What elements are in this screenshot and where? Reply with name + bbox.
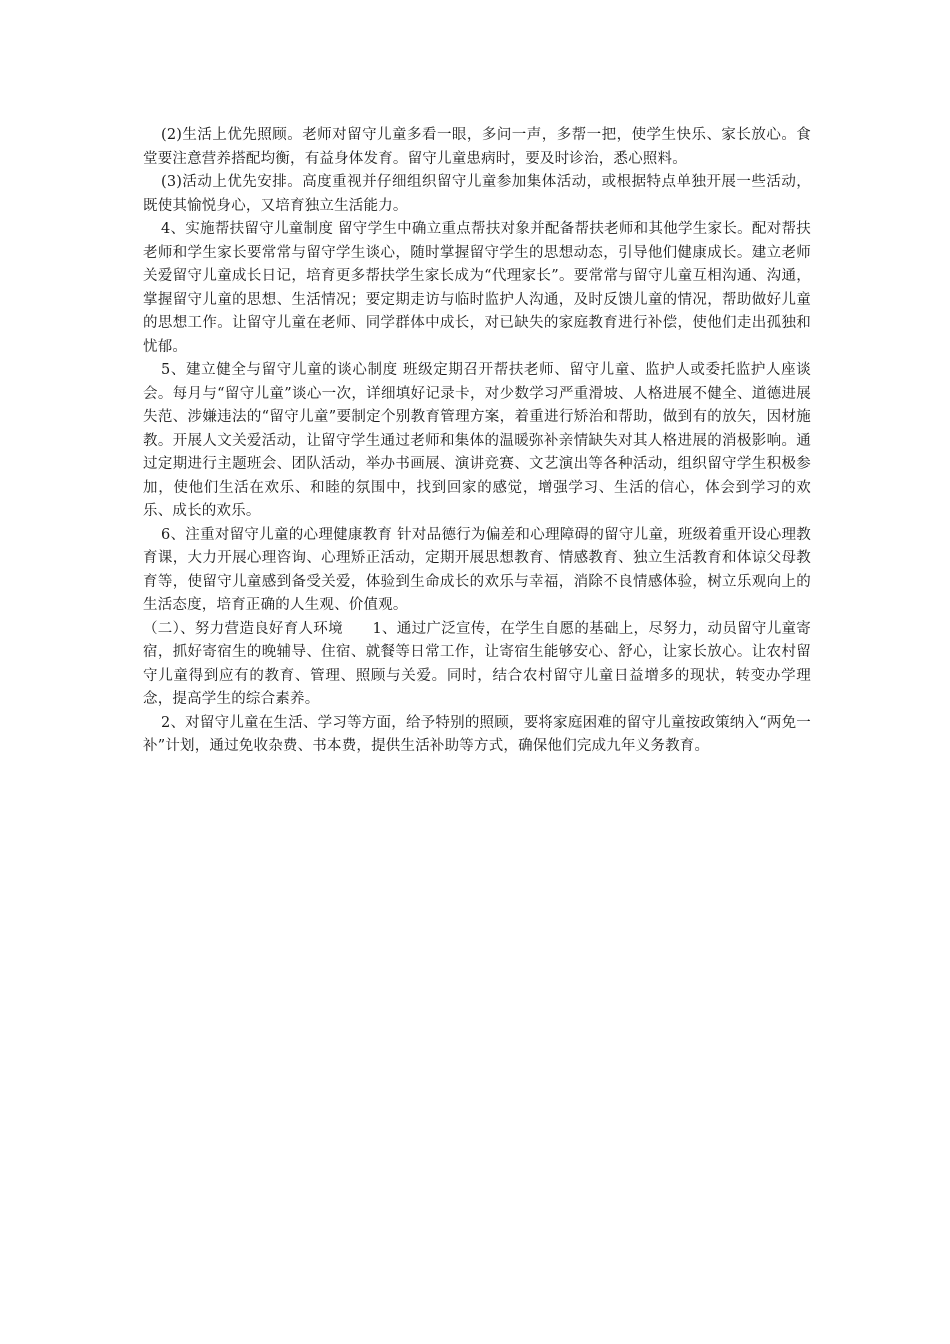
paragraph-mental-health: 6、注重对留守儿童的心理健康教育 针对品德行为偏差和心理障碍的留守儿童，班级着重开设心理教育课，大力开展心理咨询、心理矫正活动，定期开展思想教育、情感教育、独立生活教育和体谅父母教育等，使留守儿童感到备受关爱，体验到生命成长的欢乐与幸福，消除不良情感体验，树立乐观向上的生活态度，培育正确的人生观、价值观。 bbox=[143, 526, 811, 613]
paragraph-special-care: 2、对留守儿童在生活、学习等方面，给予特别的照顾，要将家庭困难的留守儿童按政策纳入“两免一补”计划，通过免收杂费、书本费，提供生活补助等方式，确保他们完成九年义务教育。 bbox=[143, 714, 811, 754]
paragraph-activity-priority: (3)活动上优先安排。高度重视并仔细组织留守儿童参加集体活动，或根据特点单独开展一些活动，既使其愉悦身心，又培育独立生活能力。 bbox=[143, 174, 811, 214]
paragraph-environment: （二）、努力营造良好育人环境 1、通过广泛宣传，在学生自愿的基础上，尽努力，动员留守儿童寄宿，抓好寄宿生的晚辅导、住宿、就餐等日常工作，让寄宿生能够安心、舒心，让家长放心。让农村留守儿童得到应有的教育、管理、照顾与关爱。同时，结合农村留守儿童日益增多的现状，转变办学理念，提高学生的综合素养。 bbox=[143, 620, 811, 707]
document-body bbox=[143, 124, 811, 759]
paragraph-support-system: 4、实施帮扶留守儿童制度 留守学生中确立重点帮扶对象并配备帮扶老师和其他学生家长。配对帮扶老师和学生家长要常常与留守学生谈心，随时掌握留守学生的思想动态，引导他们健康成长。建立老师关爱留守儿童成长日记，培育更多帮扶学生家长成为“代理家长”。要常常与留守儿童互相沟通、沟通，掌握留守儿童的思想、生活情况；要定期走访与临时监护人沟通，及时反馈儿童的情况，帮助做好儿童的思想工作。让留守儿童在老师、同学群体中成长，对已缺失的家庭教育进行补偿，使他们走出孤独和忧郁。 bbox=[143, 221, 811, 355]
paragraph-life-care: (2)生活上优先照顾。老师对留守儿童多看一眼，多问一声，多帮一把，使学生快乐、家长放心。食堂要注意营养搭配均衡，有益身体发育。留守儿童患病时，要及时诊治，悉心照料。 bbox=[143, 127, 811, 167]
paragraph-heart-to-heart: 5、建立健全与留守儿童的谈心制度 班级定期召开帮扶老师、留守儿童、监护人或委托监护人座谈会。每月与“留守儿童”谈心一次，详细填好记录卡，对少数学习严重滑坡、人格进展不健全、道德进展失范、涉嫌违法的“留守儿童”要制定个别教育管理方案，着重进行矫治和帮助，做到有的放矢，因材施教。开展人文关爱活动，让留守学生通过老师和集体的温暖弥补亲情缺失对其人格进展的消极影响。通过定期进行主题班会、团队活动，举办书画展、演讲竞赛、文艺演出等各种活动，组织留守学生积极参加，使他们生活在欢乐、和睦的氛围中，找到回家的感觉，增强学习、生活的信心，体会到学习的欢乐、成长的欢乐。 bbox=[143, 362, 811, 519]
